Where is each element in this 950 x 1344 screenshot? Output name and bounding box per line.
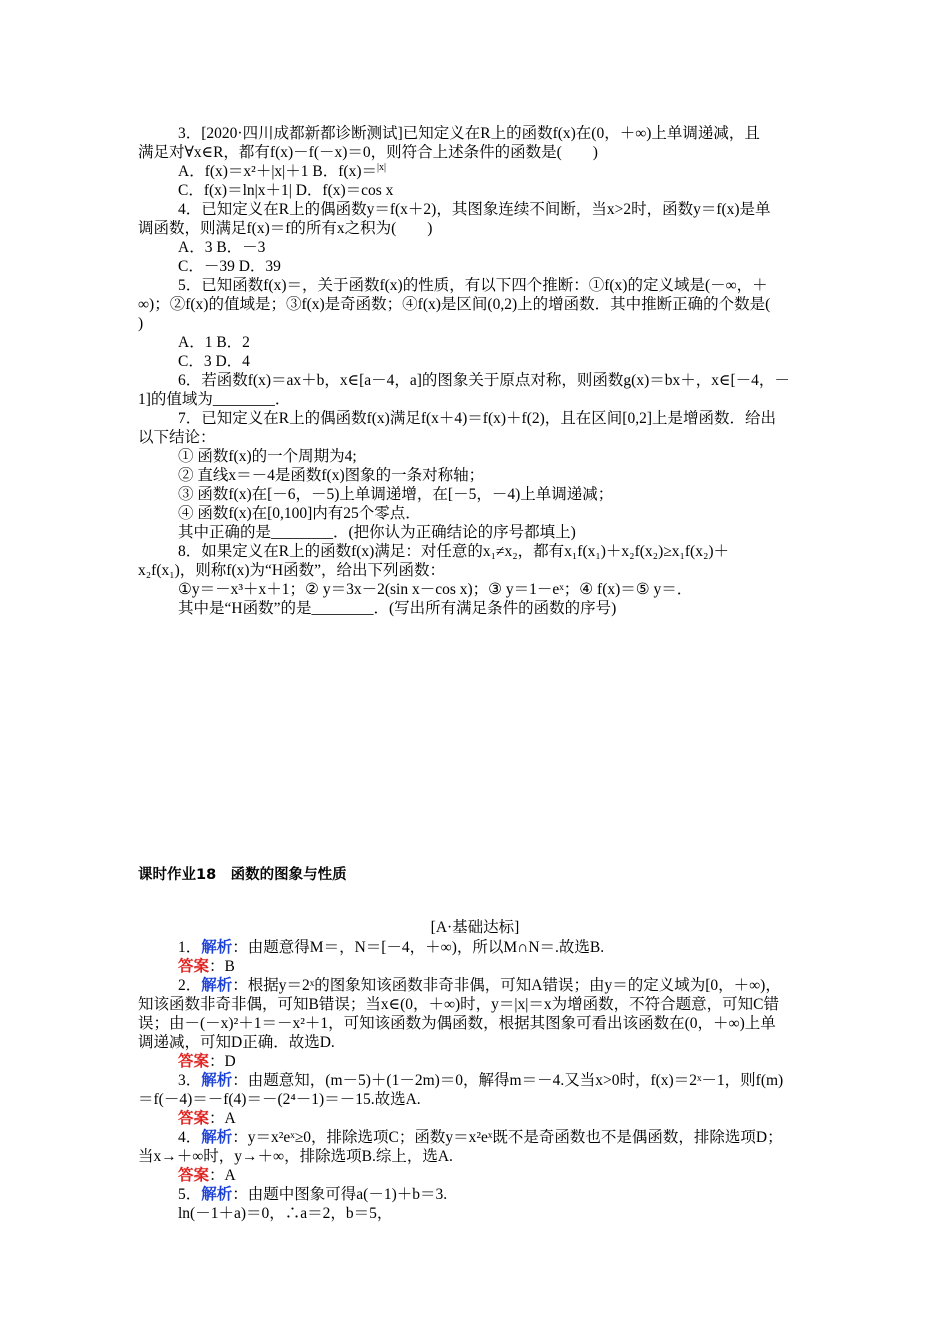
q7-line-2: 以下结论： <box>138 429 216 446</box>
answer-label: 答案 <box>178 1110 210 1127</box>
solution-1-text: ：由题意得M＝，N＝[－4，＋∞)，所以M∩N＝.故选B. <box>232 939 605 956</box>
solution-3-line-2: ＝f(－4)＝－f(4)＝－(2⁴－1)＝－15.故选A. <box>138 1091 421 1108</box>
q3-options-cd: C．f(x)＝ln|x＋1| D．f(x)＝cos x <box>178 182 394 199</box>
answer-label: 答案 <box>178 958 210 975</box>
answer-2-value: ：D <box>209 1053 236 1070</box>
q7-conclusion-3: ③ 函数f(x)在[－6，－5)上单调递增，在[－5，－4)上单调递减； <box>178 486 614 503</box>
q5-line-2: ∞)；②f(x)的值域是；③f(x)是奇函数；④f(x)是区间(0,2)上的增函数．其中推断正确的个数是( <box>138 296 771 313</box>
q7-conclusion-2: ② 直线x＝－4是函数f(x)图象的一条对称轴； <box>178 467 485 484</box>
solution-2-line-3: 误；由－(－x)²＋1＝－x²＋1，可知该函数为偶函数，根据其图象可看出该函数在(0，＋∞)上单 <box>138 1015 776 1032</box>
solution-2-line-1 <box>178 976 781 995</box>
q3-option-b-exponent: |x| <box>376 161 386 173</box>
solution-4-line-2: 当x→＋∞时，y→＋∞，排除选项B.综上，选A. <box>138 1148 453 1165</box>
q8-line-2: x₂f(x₁)，则称f(x)为“H函数”，给出下列函数： <box>138 562 445 579</box>
answer-1-value: ：B <box>209 958 235 975</box>
q3-options-ab <box>178 162 386 181</box>
q5-line-1: 5．已知函数f(x)＝，关于函数f(x)的性质，有以下四个推断：①f(x)的定义域是(－∞，＋ <box>178 277 768 294</box>
analysis-label: 解析 <box>201 977 233 994</box>
solution-5-text: ：由题中图象可得a(－1)＋b＝3. <box>232 1186 448 1203</box>
solution-1-number: 1． <box>178 939 202 956</box>
subsection-heading: [A·基础达标] <box>430 919 520 936</box>
q6-line-1: 6．若函数f(x)＝ax＋b，x∈[a－4，a]的图象关于原点对称，则函数g(x)＝bx＋，x∈[－4，－ <box>178 372 790 389</box>
analysis-label: 解析 <box>201 939 233 956</box>
q3-options-ab-text: A．f(x)＝x²＋|x|＋1 B．f(x)＝ <box>178 163 377 180</box>
q8-question: 其中是“H函数”的是________．(写出所有满足条件的函数的序号) <box>178 600 617 617</box>
q7-line-1: 7．已知定义在R上的偶函数f(x)满足f(x＋4)＝f(x)＋f(2)，且在区间[0,2]上是增函数．给出 <box>178 410 776 427</box>
q8-line-1: 8．如果定义在R上的函数f(x)满足：对任意的x₁≠x₂，都有x₁f(x₁)＋x₂f(x₂)≥x₁f(x₂)＋ <box>178 543 730 560</box>
q6-line-2: 1]的值域为________． <box>138 391 291 408</box>
answer-label: 答案 <box>178 1053 210 1070</box>
answer-4 <box>178 1166 236 1185</box>
answer-3-value: ：A <box>209 1110 236 1127</box>
q3-line-2: 满足对∀x∈R，都有f(x)－f(－x)＝0，则符合上述条件的函数是( ) <box>138 144 598 161</box>
q8-functions: ①y＝－x³＋x＋1；② y＝3x－2(sin x－cos x)；③ y＝1－eˣ；④ f(x)＝⑤ y＝． <box>178 581 693 598</box>
answer-4-value: ：A <box>209 1167 236 1184</box>
q4-line-1: 4．已知定义在R上的偶函数y＝f(x＋2)，其图象连续不间断，当x>2时，函数y＝f(x)是单 <box>178 201 771 218</box>
q3-line-1: 3．[2020·四川成都新都诊断测试]已知定义在R上的函数f(x)在(0，＋∞)上单调递减，且 <box>178 125 760 142</box>
q4-options-cd: C．－39 D．39 <box>178 258 281 275</box>
q5-options-cd: C．3 D．4 <box>178 353 250 370</box>
answer-label: 答案 <box>178 1167 210 1184</box>
q4-line-2: 调函数，则满足f(x)＝f的所有x之积为( ) <box>138 220 433 237</box>
analysis-label: 解析 <box>201 1072 233 1089</box>
answer-2 <box>178 1052 236 1071</box>
q7-conclusion-4: ④ 函数f(x)在[0,100]内有25个零点． <box>178 505 421 522</box>
q7-conclusion-1: ① 函数f(x)的一个周期为4; <box>178 448 357 465</box>
q5-line-3: ) <box>138 315 144 332</box>
section-title: 课时作业18 函数的图象与性质 <box>138 867 347 883</box>
analysis-label: 解析 <box>201 1129 233 1146</box>
q5-options-ab: A．1 B．2 <box>178 334 250 351</box>
solution-2-text: ：根据y＝2ˣ的图象知该函数非奇非偶，可知A错误；由y＝的定义域为[0，＋∞)， <box>232 977 781 994</box>
solution-3-text: ：由题意知，(m－5)＋(1－2m)＝0，解得m＝－4.又当x>0时，f(x)＝2ˣ－1，则f(m) <box>232 1072 784 1089</box>
solution-2-line-2: 知该函数非奇非偶，可知B错误；当x∈(0，＋∞)时，y＝|x|＝x为增函数，不符合题意，可知C错 <box>138 996 779 1013</box>
solution-4-text: ：y＝x²eˣ≥0，排除选项C；函数y＝x²eˣ既不是奇函数也不是偶函数，排除选项D； <box>232 1129 783 1146</box>
solution-2-number: 2． <box>178 977 202 994</box>
solution-4-line-1 <box>178 1128 783 1147</box>
solution-5-line-1 <box>178 1185 447 1204</box>
q7-question: 其中正确的是________．(把你认为正确结论的序号都填上) <box>178 524 576 541</box>
solution-2-line-4: 调递减，可知D正确．故选D. <box>138 1034 335 1051</box>
solution-5-line-2: ln(－1＋a)＝0，∴a＝2，b＝5， <box>178 1205 393 1222</box>
q4-options-ab: A．3 B．－3 <box>178 239 266 256</box>
solution-3-line-1 <box>178 1071 783 1090</box>
solution-1 <box>178 938 604 957</box>
answer-3 <box>178 1109 236 1128</box>
solution-4-number: 4． <box>178 1129 202 1146</box>
answer-1 <box>178 957 235 976</box>
solution-3-number: 3． <box>178 1072 202 1089</box>
solution-5-number: 5． <box>178 1186 202 1203</box>
analysis-label: 解析 <box>201 1186 233 1203</box>
